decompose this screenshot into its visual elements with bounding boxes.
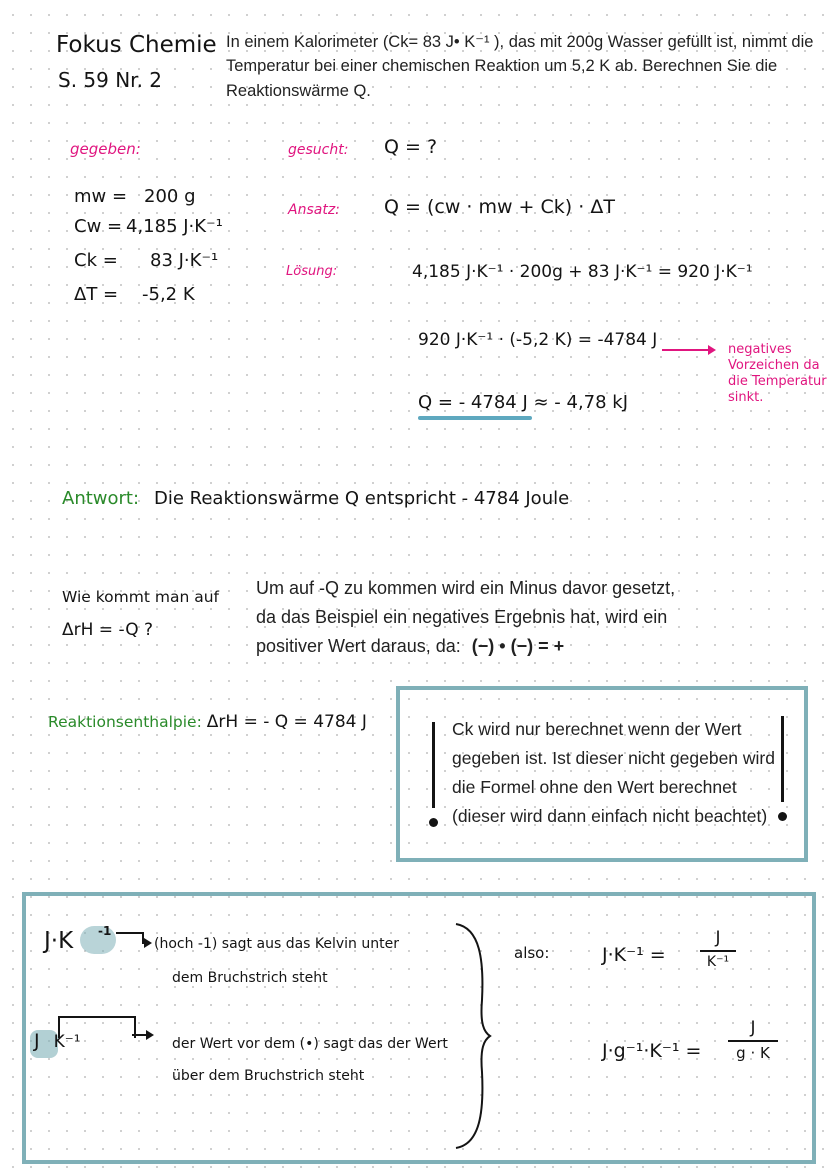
right-dot bbox=[778, 812, 787, 821]
eq-2-left: J·g⁻¹·K⁻¹ = bbox=[602, 1040, 702, 1062]
approach-formula: Q = (cw · mw + Ck) · ΔT bbox=[384, 196, 615, 218]
enthalpy-label: Reaktionsenthalpie: bbox=[48, 713, 202, 731]
fraction-line bbox=[700, 950, 736, 952]
enthalpy-formula: ΔrH = - Q = 4784 J bbox=[206, 712, 367, 732]
desc-1-line-2: dem Bruchstrich steht bbox=[172, 970, 328, 986]
answer-text: Die Reaktionswärme Q entspricht - 4784 Joule bbox=[154, 488, 570, 509]
task-text-line-2: Temperatur bei einer chemischen Reaktion um 5,2 K ab. Berechnen Sie die bbox=[226, 57, 778, 75]
explanation-line-1: Um auf -Q zu kommen wird ein Minus davor gesetzt, bbox=[256, 578, 676, 598]
note-line: die Formel ohne den Wert berechnet bbox=[452, 777, 737, 797]
arrow-icon bbox=[146, 1030, 154, 1040]
bracket-line-2 bbox=[58, 1016, 136, 1038]
given-symbol: ΔT = bbox=[74, 284, 119, 305]
given-symbol: mw = bbox=[74, 186, 128, 207]
solution-label: Lösung: bbox=[286, 264, 338, 279]
right-bar bbox=[781, 716, 784, 802]
question-line-2: ΔrH = -Q ? bbox=[62, 620, 154, 640]
also-label: also: bbox=[514, 944, 550, 962]
given-value: 83 J·K⁻¹ bbox=[150, 250, 219, 271]
given-symbol: Cw = bbox=[74, 216, 123, 237]
enthalpy-line bbox=[48, 712, 367, 732]
sign-note-line: negatives bbox=[728, 342, 792, 357]
explanation-text: positiver Wert daraus, da: bbox=[256, 636, 461, 656]
sought-label: gesucht: bbox=[288, 142, 349, 158]
page-reference: S. 59 Nr. 2 bbox=[58, 68, 163, 92]
given-row bbox=[74, 284, 195, 305]
curly-brace bbox=[450, 920, 494, 1152]
desc-2-line-2: über dem Bruchstrich steht bbox=[172, 1068, 365, 1084]
note-box-text bbox=[452, 715, 775, 831]
sign-rule: (−) • (−) = + bbox=[471, 636, 565, 656]
desc-1-line-1: (hoch -1) sagt aus das Kelvin unter bbox=[154, 936, 399, 952]
arrow-to-note bbox=[662, 349, 710, 351]
sign-note-line: die Temperatur bbox=[728, 374, 827, 389]
eq-1-numerator: J bbox=[715, 928, 721, 948]
eq-1-denominator: K⁻¹ bbox=[706, 954, 730, 970]
note-line: gegeben ist. Ist dieser nicht gegeben wird bbox=[452, 748, 775, 768]
unit-2-j: J bbox=[34, 1030, 40, 1052]
given-row bbox=[74, 216, 223, 237]
arrow-head-icon bbox=[708, 345, 716, 355]
page-title: Fokus Chemie bbox=[56, 32, 217, 58]
left-bar bbox=[432, 722, 435, 808]
bracket-line-1 bbox=[116, 932, 144, 944]
question-line-1: Wie kommt man auf bbox=[62, 588, 219, 606]
eq-2-fraction bbox=[728, 1018, 778, 1062]
given-row bbox=[74, 250, 218, 271]
left-dot bbox=[429, 818, 438, 827]
eq-2-denominator: g · K bbox=[736, 1044, 770, 1062]
unit-jk bbox=[44, 928, 73, 954]
sought-value: Q = ? bbox=[384, 136, 438, 158]
solution-step-2: 920 J·K⁻¹ · (-5,2 K) = -4784 J bbox=[418, 330, 658, 350]
result-underline bbox=[418, 416, 532, 420]
eq-2-numerator: J bbox=[750, 1018, 756, 1038]
solution-step-1: 4,185 J·K⁻¹ · 200g + 83 J·K⁻¹ = 920 J·K⁻¹ bbox=[412, 262, 753, 282]
given-value: 4,185 J·K⁻¹ bbox=[126, 216, 223, 237]
explanation-line-3 bbox=[256, 636, 564, 657]
arrow-icon bbox=[144, 938, 152, 948]
eq-1-fraction bbox=[700, 928, 736, 970]
solution-result: Q = - 4784 J ≈ - 4,78 kJ bbox=[418, 392, 629, 413]
unit-exponent: -1 bbox=[98, 924, 112, 938]
unit-jk-text: J·K bbox=[44, 928, 74, 954]
given-row bbox=[74, 186, 196, 207]
given-symbol: Ck = bbox=[74, 250, 118, 271]
task-text-line-1: In einem Kalorimeter (Ck= 83 J• K⁻¹ ), das mit 200g Wasser gefüllt ist, nimmt die bbox=[226, 33, 814, 51]
answer-label: Antwort: bbox=[62, 488, 140, 509]
fraction-line bbox=[728, 1040, 778, 1042]
given-value: 200 g bbox=[144, 186, 196, 207]
note-line: (dieser wird dann einfach nicht beachtet) bbox=[452, 806, 768, 826]
explanation-line-2: da das Beispiel ein negatives Ergebnis hat, wird ein bbox=[256, 607, 668, 627]
given-value: -5,2 K bbox=[142, 284, 195, 305]
bracket-line-2b bbox=[132, 1034, 146, 1036]
task-text-line-3: Reaktionswärme Q. bbox=[226, 82, 371, 100]
sign-note bbox=[728, 342, 827, 406]
note-line: Ck wird nur berechnet wenn der Wert bbox=[452, 719, 742, 739]
eq-1-left: J·K⁻¹ = bbox=[602, 944, 666, 966]
sign-note-line: sinkt. bbox=[728, 390, 764, 405]
approach-label: Ansatz: bbox=[288, 202, 340, 218]
given-label: gegeben: bbox=[70, 140, 141, 158]
sign-note-line: Vorzeichen da bbox=[728, 358, 820, 373]
desc-2-line-1: der Wert vor dem (•) sagt das der Wert bbox=[172, 1036, 448, 1052]
unit-2-k: K⁻¹ bbox=[53, 1032, 81, 1052]
